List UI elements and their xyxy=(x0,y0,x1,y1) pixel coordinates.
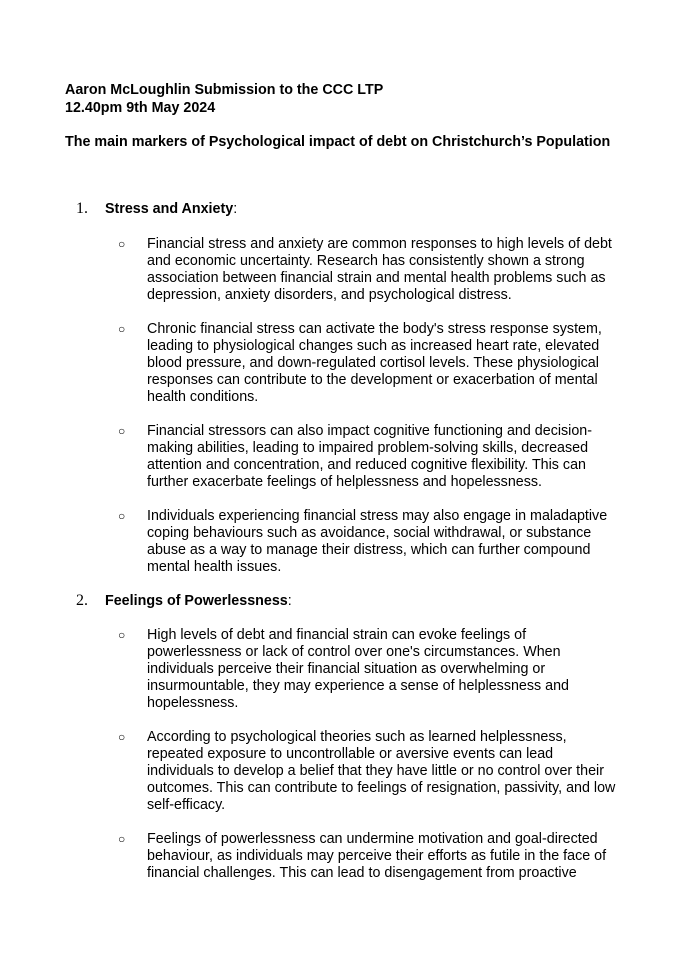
list-item-text: High levels of debt and financial strain can evoke feelings of powerlessness or lack of control over one's circumstances. When individuals perceive their financial situation as overwhelming or insurmountable, they may experience a sense of helplessness and hopelessness. xyxy=(147,627,570,711)
document-title: The main markers of Psychological impact of debt on Christchurch’s Population xyxy=(65,134,611,150)
submission-header xyxy=(65,81,625,117)
section-heading-stress-anxiety xyxy=(76,200,237,218)
list-item xyxy=(118,831,618,882)
section-number: 1. xyxy=(76,200,88,217)
section-label: Stress and Anxiety xyxy=(105,201,234,217)
list-item-text: Individuals experiencing financial stress may also engage in maladaptive coping behaviours such as avoidance, social withdrawal, or substance abuse as a way to manage their distress, which can further compound mental health issues. xyxy=(147,508,608,575)
list-item-text: Financial stressors can also impact cognitive functioning and decision-making abilities, leading to impaired problem-solving skills, decreased attention and concentration, and reduced cognitive flexibility. This can further exacerbate feelings of helplessness and hopelessness. xyxy=(147,423,593,490)
list-item-text: Financial stress and anxiety are common responses to high levels of debt and economic uncertainty. Research has consistently shown a strong association between financial strain and mental health problems such as depression, anxiety disorders, and psychological distress. xyxy=(147,236,612,303)
hollow-circle-bullet-icon: ○ xyxy=(118,832,126,846)
list-item-text: According to psychological theories such as learned helplessness, repeated exposure to uncontrollable or aversive events can lead individuals to develop a belief that they have little or no control over their outcomes. This can contribute to feelings of resignation, passivity, and low self-efficacy. xyxy=(147,729,616,813)
header-timestamp-line: 12.40pm 9th May 2024 xyxy=(65,100,216,116)
section-label-suffix: : xyxy=(233,201,238,217)
list-item xyxy=(118,236,618,304)
section-heading-feelings-of-powerlessness xyxy=(76,592,292,610)
section-number: 2. xyxy=(76,592,88,609)
hollow-circle-bullet-icon: ○ xyxy=(118,322,126,336)
list-item xyxy=(118,423,618,491)
section-label-suffix: : xyxy=(287,593,292,609)
list-item xyxy=(118,729,618,814)
list-item-text: Chronic financial stress can activate the body's stress response system, leading to physiological changes such as increased heart rate, elevated blood pressure, and down-regulated cortisol levels. These physiological responses can contribute to the development or exacerbation of mental health conditions. xyxy=(147,321,602,405)
hollow-circle-bullet-icon: ○ xyxy=(118,730,126,744)
list-item xyxy=(118,627,618,712)
hollow-circle-bullet-icon: ○ xyxy=(118,509,126,523)
hollow-circle-bullet-icon: ○ xyxy=(118,237,126,251)
hollow-circle-bullet-icon: ○ xyxy=(118,628,126,642)
header-author-line: Aaron McLoughlin Submission to the CCC LTP xyxy=(65,82,384,98)
list-item xyxy=(118,321,618,406)
section-label: Feelings of Powerlessness xyxy=(105,593,288,609)
hollow-circle-bullet-icon: ○ xyxy=(118,424,126,438)
list-item xyxy=(118,508,618,576)
list-item-text: Feelings of powerlessness can undermine motivation and goal-directed behaviour, as individuals may perceive their efforts as futile in the face of financial challenges. This can lead to disengagement from proactive xyxy=(147,831,607,881)
